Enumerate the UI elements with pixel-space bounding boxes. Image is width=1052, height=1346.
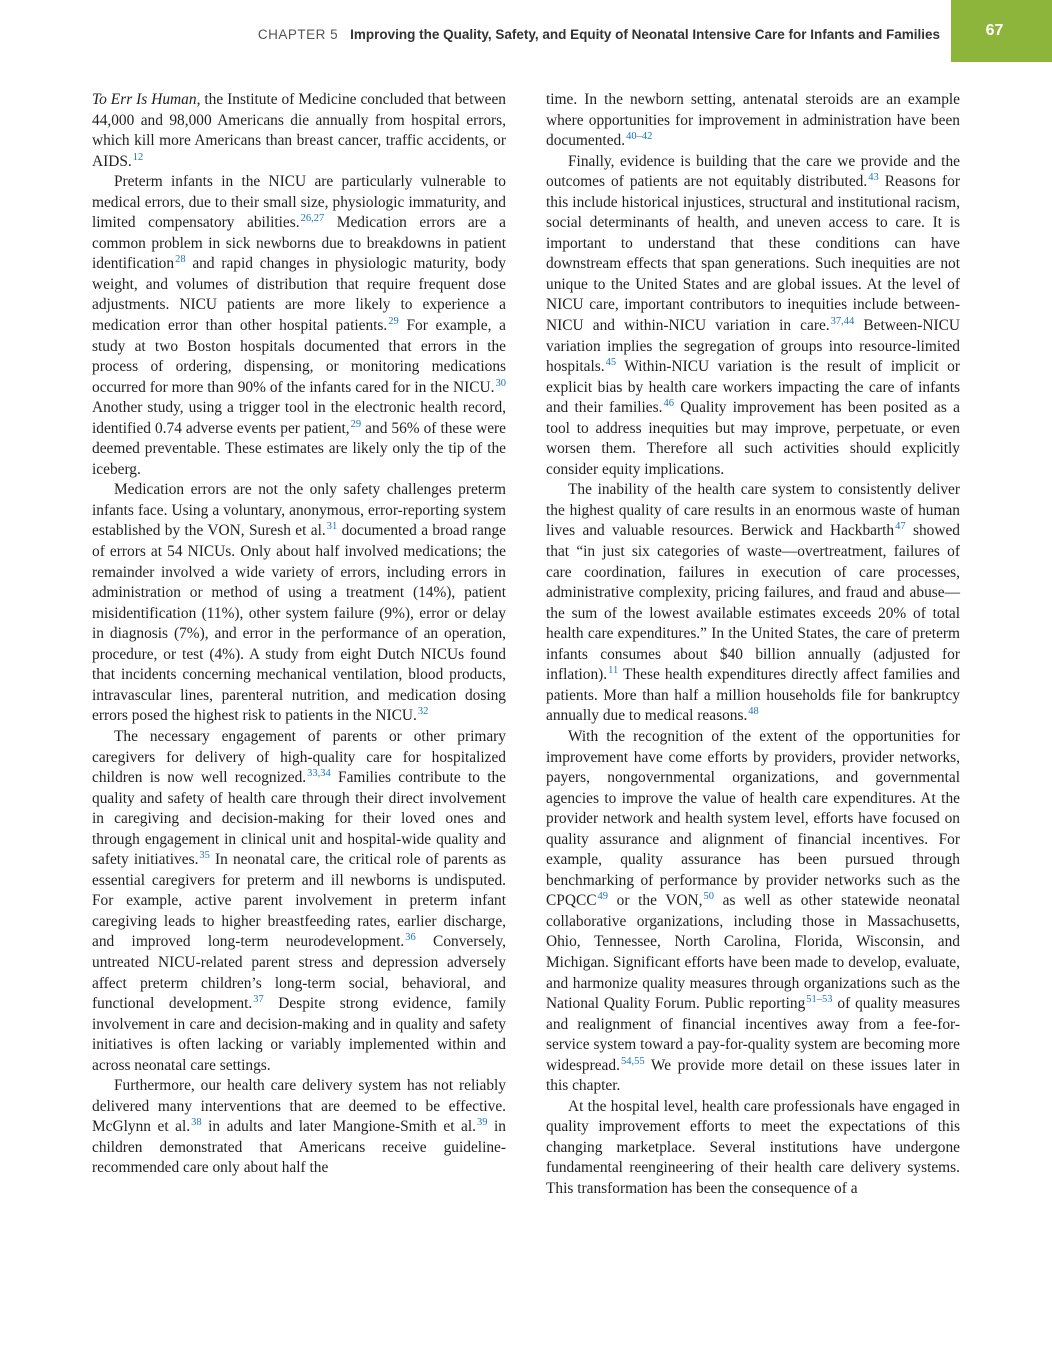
citation-reference: 37 [253, 994, 264, 1006]
citation-reference: 37,44 [830, 316, 855, 328]
paragraph-text: These health expenditures directly affect families and patients. More than half a million households file for bankruptcy annually due to medical reasons. [546, 666, 960, 725]
paragraph-text: in children demonstrated that Americans receive guideline-recommended care only about half the [92, 1118, 507, 1177]
paragraph-text: Within-NICU variation is the result of implicit or explicit bias by health care workers impacting the care of infants and their families. [546, 358, 960, 417]
paragraph-text: At the hospital level, health care professionals have engaged in quality improvement efforts to meet the expectations of this changing marketplace. Several institutions have undergone fundamental reengineering of their health care delivery systems. This transformation has been the consequence of a [546, 1097, 960, 1197]
paragraph-text: Medication errors are a common problem in sick newborns due to breakdowns in patient identification [92, 214, 506, 273]
paragraph-text: Finally, evidence is building that the care we provide and the outcomes of patients are not equitably distributed. [546, 152, 960, 191]
chapter-label: CHAPTER 5 [257, 27, 339, 42]
paragraph-text: of quality measures and realignment of financial incentives away from a fee-for-service system toward a pay-for-quality system are becoming more widespread. [546, 995, 960, 1074]
citation-reference: 36 [405, 932, 416, 944]
body-paragraph [546, 152, 960, 481]
book-title: To Err Is Human [92, 91, 197, 108]
left-text-column [92, 90, 506, 1179]
paragraph-text: Another study, using a trigger tool in the electronic health record, identified 0.74 adverse events per patient, [92, 399, 506, 437]
citation-reference: 31 [326, 521, 338, 533]
paragraph-text: Furthermore, our health care delivery system has not reliably delivered many interventions that are deemed to be effective. McGlynn et al. [92, 1077, 506, 1136]
paragraph-text: Preterm infants in the NICU are particularly vulnerable to medical errors, due to their small size, physiologic immaturity, and limited compensatory abilities. [92, 173, 506, 232]
body-paragraph [546, 1097, 960, 1200]
paragraph-text: documented a broad range of errors at 54 NICUs. Only about half involved medications; the remainder involved a wide variety of errors, including errors in administration or method of using a treatment (14%), patient misidentification (11%), other system failure (9%), error or delay in diagnosis (7%), and error in the performance of an operation, procedure, or test (4%). A study from eight Dutch NICUs found that incidents concerning mechanical ventilation, blood products, intravascular lines, parenteral nutrition, and medication dosing errors posed the highest risk to patients in the NICU. [92, 522, 506, 725]
paragraph-text: , the Institute of Medicine concluded that between 44,000 and 98,000 Americans die annually from hospital errors, which kill more Americans than breast cancer, traffic accidents, or AIDS. [92, 91, 506, 170]
citation-reference: 26,27 [300, 213, 325, 225]
citation-reference: 46 [663, 398, 674, 410]
paragraph-text: in adults and later Mangione-Smith et al. [201, 1118, 476, 1136]
citation-reference: 33,34 [307, 768, 331, 780]
paragraph-text: and 56% of these were deemed preventable. These estimates are likely only the tip of the iceberg. [92, 419, 506, 478]
body-paragraph [92, 480, 506, 727]
paragraph-text: Despite strong evidence, family involvement in care and decision-making and in quality and safety initiatives is often lacking or variably implemented within and across neonatal care settings. [92, 995, 506, 1074]
paragraph-text: Between-NICU variation implies the segregation of groups into resource-limited hospitals. [546, 317, 960, 376]
citation-reference: 12 [132, 151, 144, 163]
citation-reference: 43 [868, 172, 879, 184]
citation-reference: 38 [191, 1117, 202, 1129]
citation-reference: 39 [477, 1117, 488, 1129]
paragraph-text: Conversely, untreated NICU-related parent stress and depression adversely affect preterm children’s long-term social, behavioral, and functional development. [92, 933, 506, 1013]
paragraph-text: or the VON, [607, 892, 703, 910]
paragraph-text: showed that “in just six categories of waste—overtreatment, failures of care coordination, failures in execution of care processes, administrative complexity, pricing failures, and fraud and abuse—the sum of the lowest available estimates exceeds 20% of total health care expenditures.” In the United States, the care of preterm infants consumes about $40 billion annually (adjusted for inflation). [546, 522, 960, 684]
page-number: 67 [985, 22, 1004, 39]
citation-reference: 29 [350, 418, 362, 430]
paragraph-text: as well as other statewide neonatal collaborative organizations, including those in Massachusetts, Ohio, Tennessee, North Carolina, Florida, Wisconsin, and Michigan. Significant efforts have been made to develop, evaluate, and harmonize quality measures through organizations such as the National Quality Forum. Public reporting [546, 892, 960, 1013]
body-paragraph [546, 727, 960, 1097]
citation-reference: 54,55 [620, 1055, 645, 1067]
page-header [0, 0, 1052, 64]
citation-reference: 49 [597, 891, 608, 903]
body-paragraph [92, 90, 506, 172]
paragraph-text: In neonatal care, the critical role of parents as essential caregivers for preterm and ill newborns is undisputed. For example, active parent involvement in preterm infant caregiving leads to higher breastfeeding rates, earlier discharge, and improved long-term neurodevelopment. [92, 851, 506, 951]
citation-reference: 30 [495, 377, 506, 389]
citation-reference: 29 [388, 316, 399, 328]
paragraph-text: Medication errors are not the only safety challenges preterm infants face. Using a voluntary, anonymous, error-reporting system established by the VON, Suresh et al. [92, 481, 506, 540]
right-text-column [546, 90, 960, 1200]
citation-reference: 48 [748, 706, 759, 718]
paragraph-text: The inability of the health care system to consistently deliver the highest quality of care results in an enormous waste of human lives and valuable resources. Berwick and Hackbarth [546, 481, 960, 540]
citation-reference: 32 [417, 706, 429, 718]
paragraph-text: We provide more detail on these issues later in this chapter. [546, 1056, 960, 1095]
chapter-title: Improving the Quality, Safety, and Equity of Neonatal Intensive Care for Infants and Families [350, 27, 940, 42]
paragraph-text: and rapid changes in physiologic maturity, body weight, and volumes of distribution that require frequent dose adjustments. NICU patients are more likely to experience a medication error than other hospital patients. [92, 255, 506, 335]
body-paragraph [546, 480, 960, 727]
citation-reference: 28 [175, 254, 186, 266]
paragraph-text: Families contribute to the quality and safety of health care through their direct involvement in caregiving and decision-making for their loved ones and through engagement in clinical unit and hospital-wide quality and safety initiatives. [92, 769, 506, 869]
paragraph-text: With the recognition of the extent of the opportunities for improvement have come efforts by providers, provider networks, payers, nongovernmental organizations, and governmental agencies to improve the value of health care expenditures. At the provider network and health system level, efforts have focused on quality assurance and alignment of financial incentives. For example, quality assurance has been pursued through benchmarking of performance by provider networks such as the CPQCC [546, 727, 960, 910]
paragraph-text: The necessary engagement of parents or other primary caregivers for delivery of high-quality care for hospitalized children is now well recognized. [92, 727, 506, 787]
paragraph-text: Quality improvement has been posited as a tool to address inequities but may improve, perpetuate, or even worsen them. Therefore all such activities should explicitly consider equity implications. [546, 399, 961, 478]
page-number-tab [951, 0, 1052, 62]
paragraph-text: time. In the newborn setting, antenatal steroids are an example where opportunities for improvement in administration have been documented. [546, 91, 960, 150]
body-paragraph [92, 1076, 506, 1179]
paragraph-text: Reasons for this include historical injustices, structural and institutional racism, social determinants of health, and uneven access to care. It is important to understand that these conditions can have downstream effects that span generations. Such inequities are not unique to the United States and are global issues. At the level of NICU care, important contributors to inequities include between-NICU and within-NICU variation in care. [546, 173, 960, 335]
body-paragraph [546, 90, 960, 152]
body-paragraph [92, 172, 506, 480]
citation-reference: 51–53 [806, 994, 833, 1006]
citation-reference: 40–42 [626, 131, 653, 143]
paragraph-text: For example, a study at two Boston hospitals documented that errors in the process of ordering, dispensing, or monitoring medications occurred for more than 90% of the infants cared for in the NICU. [92, 317, 507, 396]
running-head [258, 27, 940, 42]
citation-reference: 11 [608, 665, 619, 677]
citation-reference: 50 [703, 891, 715, 903]
citation-reference: 35 [199, 850, 210, 862]
citation-reference: 47 [895, 521, 906, 533]
body-paragraph [92, 727, 506, 1076]
citation-reference: 45 [605, 357, 617, 369]
